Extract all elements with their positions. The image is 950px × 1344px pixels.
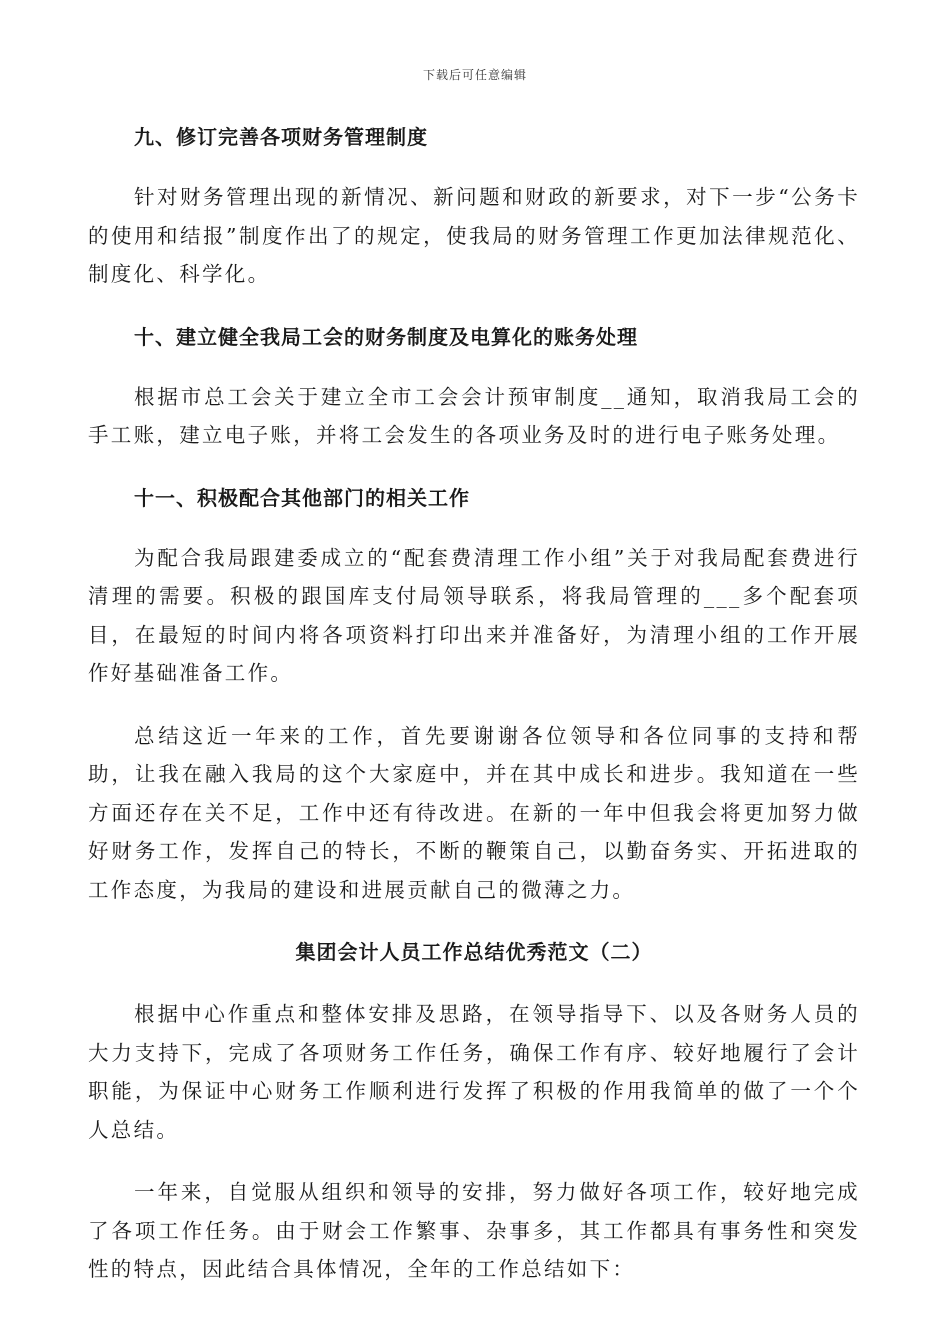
- second-article-paragraph-1: 根据中心作重点和整体安排及思路，在领导指导下、以及各财务人员的大力支持下，完成了各项财务工作任务，确保工作有序、较好地履行了会计职能，为保证中心财务工作顺利进行发挥了积极的作用我简单的做了一个个人总结。: [88, 1002, 860, 1142]
- header-note: 下载后可任意编辑: [422, 68, 527, 82]
- document-body: [88, 118, 860, 1313]
- second-article-title: 集团会计人员工作总结优秀范文（二）: [295, 940, 653, 964]
- second-article-paragraph-2: 一年来，自觉服从组织和领导的安排，努力做好各项工作，较好地完成了各项工作任务。由于财会工作繁事、杂事多，其工作都具有事务性和突发性的特点，因此结合具体情况，全年的工作总结如下：: [88, 1180, 860, 1281]
- section-heading-10: 十、建立健全我局工会的财务制度及电算化的账务处理: [134, 324, 638, 349]
- section-11-paragraph-2: 总结这近一年来的工作，首先要谢谢各位领导和各位同事的支持和帮助，让我在融入我局的这个大家庭中，并在其中成长和进步。我知道在一些方面还存在关不足，工作中还有待改进。在新的一年中但我会将更加努力做好财务工作，发挥自己的特长，不断的鞭策自己，以勤奋务实、开拓进取的工作态度，为我局的建设和进展贡献自己的微薄之力。: [88, 723, 860, 902]
- section-heading-9: 九、修订完善各项财务管理制度: [134, 125, 428, 149]
- section-10-paragraph: 根据市总工会关于建立全市工会会计预审制度__通知，取消我局工会的手工账，建立电子账，并将工会发生的各项业务及时的进行电子账务处理。: [88, 384, 860, 447]
- section-9-paragraph: 针对财务管理出现的新情况、新问题和财政的新要求，对下一步“公务卡的使用和结报”制度作出了的规定，使我局的财务管理工作更加法律规范化、制度化、科学化。: [88, 185, 860, 286]
- section-11-paragraph-1: 为配合我局跟建委成立的“配套费清理工作小组”关于对我局配套费进行清理的需要。积极的跟国库支付局领导联系，将我局管理的___多个配套项目，在最短的时间内将各项资料打印出来并准备好，为清理小组的工作开展作好基础准备工作。: [88, 545, 860, 685]
- section-heading-11: 十一、积极配合其他部门的相关工作: [134, 485, 470, 510]
